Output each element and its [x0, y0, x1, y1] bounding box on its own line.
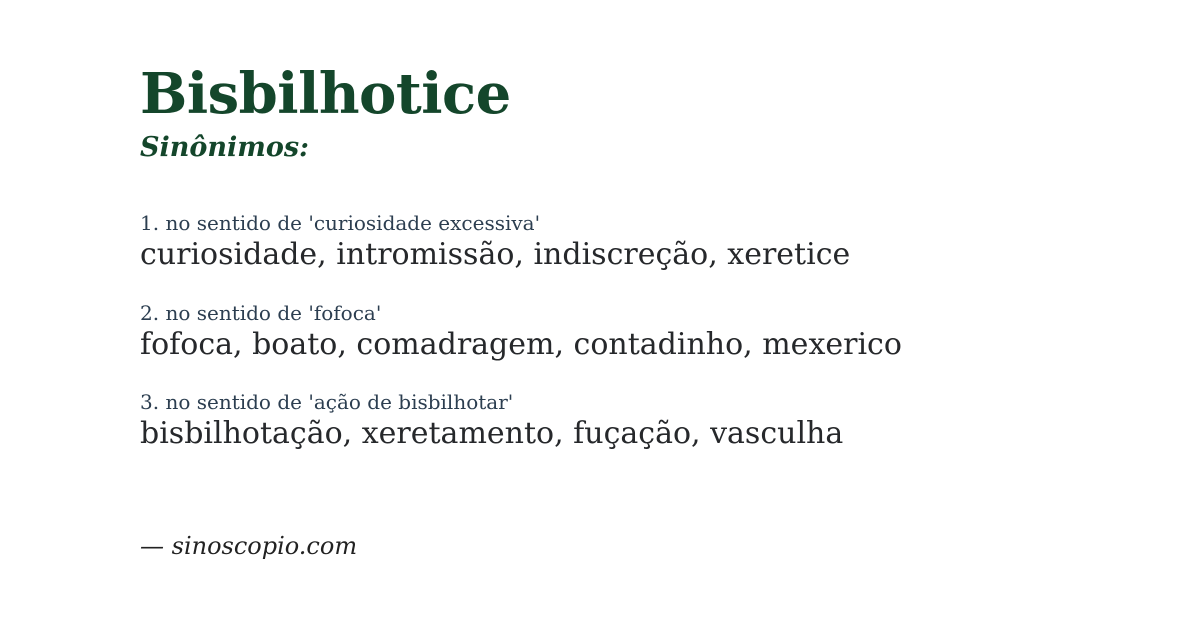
sense-block-2 — [140, 300, 1140, 364]
sense-synonyms: fofoca, boato, comadragem, contadinho, mexerico — [140, 326, 902, 362]
sense-list — [140, 210, 1140, 453]
sense-synonyms: bisbilhotação, xeretamento, fuçação, vasculha — [140, 416, 844, 451]
sense-block-3 — [140, 389, 1140, 453]
sense-label: 2. no sentido de 'fofoca' — [140, 300, 382, 325]
attribution: — sinoscopio.com — [140, 532, 358, 560]
sense-block-1 — [140, 210, 1140, 274]
sense-synonyms: curiosidade, intromissão, indiscreção, xeretice — [140, 237, 851, 272]
sense-label: 1. no sentido de 'curiosidade excessiva' — [140, 211, 541, 235]
sense-label: 3. no sentido de 'ação de bisbilhotar' — [140, 390, 514, 414]
synonyms-heading: Sinônimos: — [140, 132, 310, 163]
page-title: Bisbilhotice — [140, 61, 511, 127]
